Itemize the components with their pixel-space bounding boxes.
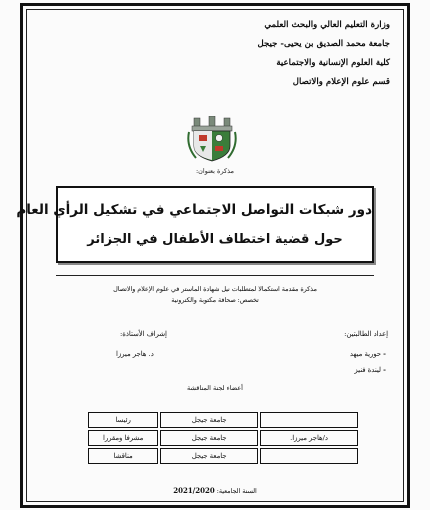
academic-year-value: 2021/2020 bbox=[173, 486, 215, 495]
jury-name-cell: د/هاجر ميرزا. bbox=[260, 430, 358, 446]
student-name-text: ليندة فنيز bbox=[354, 366, 381, 374]
jury-name-cell bbox=[260, 412, 358, 428]
jury-role-cell: مشرفا ومقررا bbox=[88, 430, 158, 446]
jury-university-cell: جامعة جيجل bbox=[160, 448, 258, 464]
jury-role-cell: مناقشا bbox=[88, 448, 158, 464]
student-name-1 bbox=[350, 350, 386, 358]
jury-name-cell bbox=[260, 448, 358, 464]
divider bbox=[56, 275, 374, 276]
university-name: جامعة محمد الصديق بن يحيى- جيجل bbox=[257, 39, 390, 49]
bullet-dash: - bbox=[383, 366, 386, 374]
thesis-title-line-2: حول قضية اختطاف الأطفال في الجزائر bbox=[87, 232, 343, 247]
bullet-dash: - bbox=[383, 350, 386, 358]
jury-university-cell: جامعة جيجل bbox=[160, 430, 258, 446]
table-row bbox=[88, 412, 358, 428]
supervisor-name: د. هاجر ميرزا bbox=[116, 350, 154, 358]
university-crest-icon bbox=[186, 116, 238, 162]
jury-table bbox=[86, 410, 360, 466]
ministry-name: وزارة التعليم العالي والبحث العلمي bbox=[264, 20, 390, 30]
description-line-2: تخصص: صحافة مكتوبة والكترونية bbox=[171, 297, 259, 304]
supervisor-label: إشراف الأستاذة: bbox=[120, 330, 167, 338]
committee-label: أعضاء لجنة المناقشة bbox=[187, 384, 243, 392]
student-name-text: حورية ميهد bbox=[349, 350, 381, 358]
table-row bbox=[88, 448, 358, 464]
thesis-description bbox=[56, 284, 374, 306]
students-label: إعداد الطالبتين: bbox=[344, 330, 388, 338]
jury-university-cell: جامعة جيجل bbox=[160, 412, 258, 428]
thesis-title-box bbox=[16, 186, 374, 263]
jury-role-cell: رئيسا bbox=[88, 412, 158, 428]
faculty-name: كلية العلوم الإنسانية والاجتماعية bbox=[276, 58, 390, 68]
description-line-1: مذكرة مقدمة استكمالا لمتطلبات نيل شهادة الماستر في علوم الإعلام والاتصال bbox=[113, 286, 317, 293]
academic-year-label: السنة الجامعية: bbox=[216, 488, 257, 495]
thesis-title-line-1: دور شبكات التواصل الاجتماعي في تشكيل الرأي العام bbox=[16, 202, 372, 218]
department-name: قسم علوم الإعلام والاتصال bbox=[292, 77, 390, 87]
academic-year bbox=[140, 486, 290, 495]
student-name-2 bbox=[354, 366, 386, 374]
subject-label: مذكرة بعنوان: bbox=[195, 167, 235, 175]
table-row bbox=[88, 430, 358, 446]
institution-header bbox=[190, 16, 390, 92]
